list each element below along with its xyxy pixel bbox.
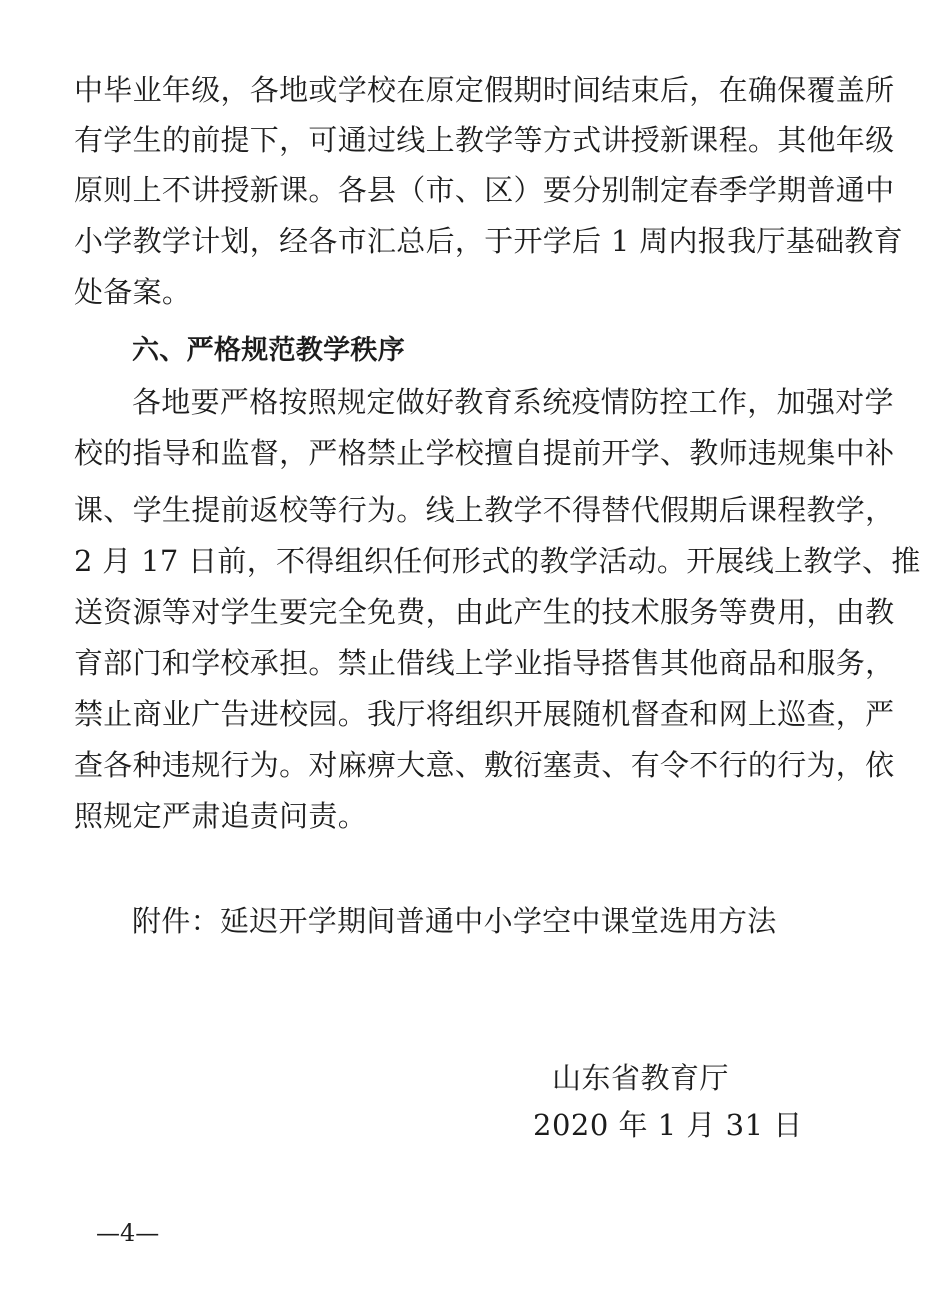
paragraph-line: 各地要严格按照规定做好教育系统疫情防控工作，加强对学 xyxy=(132,385,894,419)
paragraph-line: 校的指导和监督，严格禁止学校擅自提前开学、教师违规集中补 xyxy=(74,436,895,470)
paragraph-line: 禁止商业广告进校园。我厅将组织开展随机督查和网上巡查，严 xyxy=(74,697,895,731)
paragraph-line: 处备案。 xyxy=(74,275,192,309)
signature-date: 2020 年 1 月 31 日 xyxy=(533,1108,803,1142)
paragraph-line: 照规定严肃追责问责。 xyxy=(74,799,368,833)
paragraph-line: 小学教学计划，经各市汇总后，于开学后 1 周内报我厅基础教育 xyxy=(74,224,903,258)
paragraph-line: 送资源等对学生要完全免费，由此产生的技术服务等费用，由教 xyxy=(74,595,895,629)
paragraph-line: 课、学生提前返校等行为。线上教学不得替代假期后课程教学， xyxy=(74,493,895,527)
paragraph-line: 中毕业年级，各地或学校在原定假期时间结束后，在确保覆盖所 xyxy=(74,73,895,107)
page-number: —4— xyxy=(96,1219,160,1247)
paragraph-line: 育部门和学校承担。禁止借线上学业指导搭售其他商品和服务， xyxy=(74,646,895,680)
paragraph-line: 有学生的前提下，可通过线上教学等方式讲授新课程。其他年级 xyxy=(74,123,895,157)
attachment-line: 附件：延迟开学期间普通中小学空中课堂选用方法 xyxy=(132,904,777,938)
paragraph-line: 2 月 17 日前，不得组织任何形式的教学活动。开展线上教学、推 xyxy=(74,544,921,578)
paragraph-line: 原则上不讲授新课。各县（市、区）要分别制定春季学期普通中 xyxy=(74,173,895,207)
paragraph-line: 查各种违规行为。对麻痹大意、敷衍塞责、有令不行的行为，依 xyxy=(74,748,895,782)
section-heading: 六、严格规范教学秩序 xyxy=(132,335,405,366)
signature-organization: 山东省教育厅 xyxy=(552,1061,730,1095)
